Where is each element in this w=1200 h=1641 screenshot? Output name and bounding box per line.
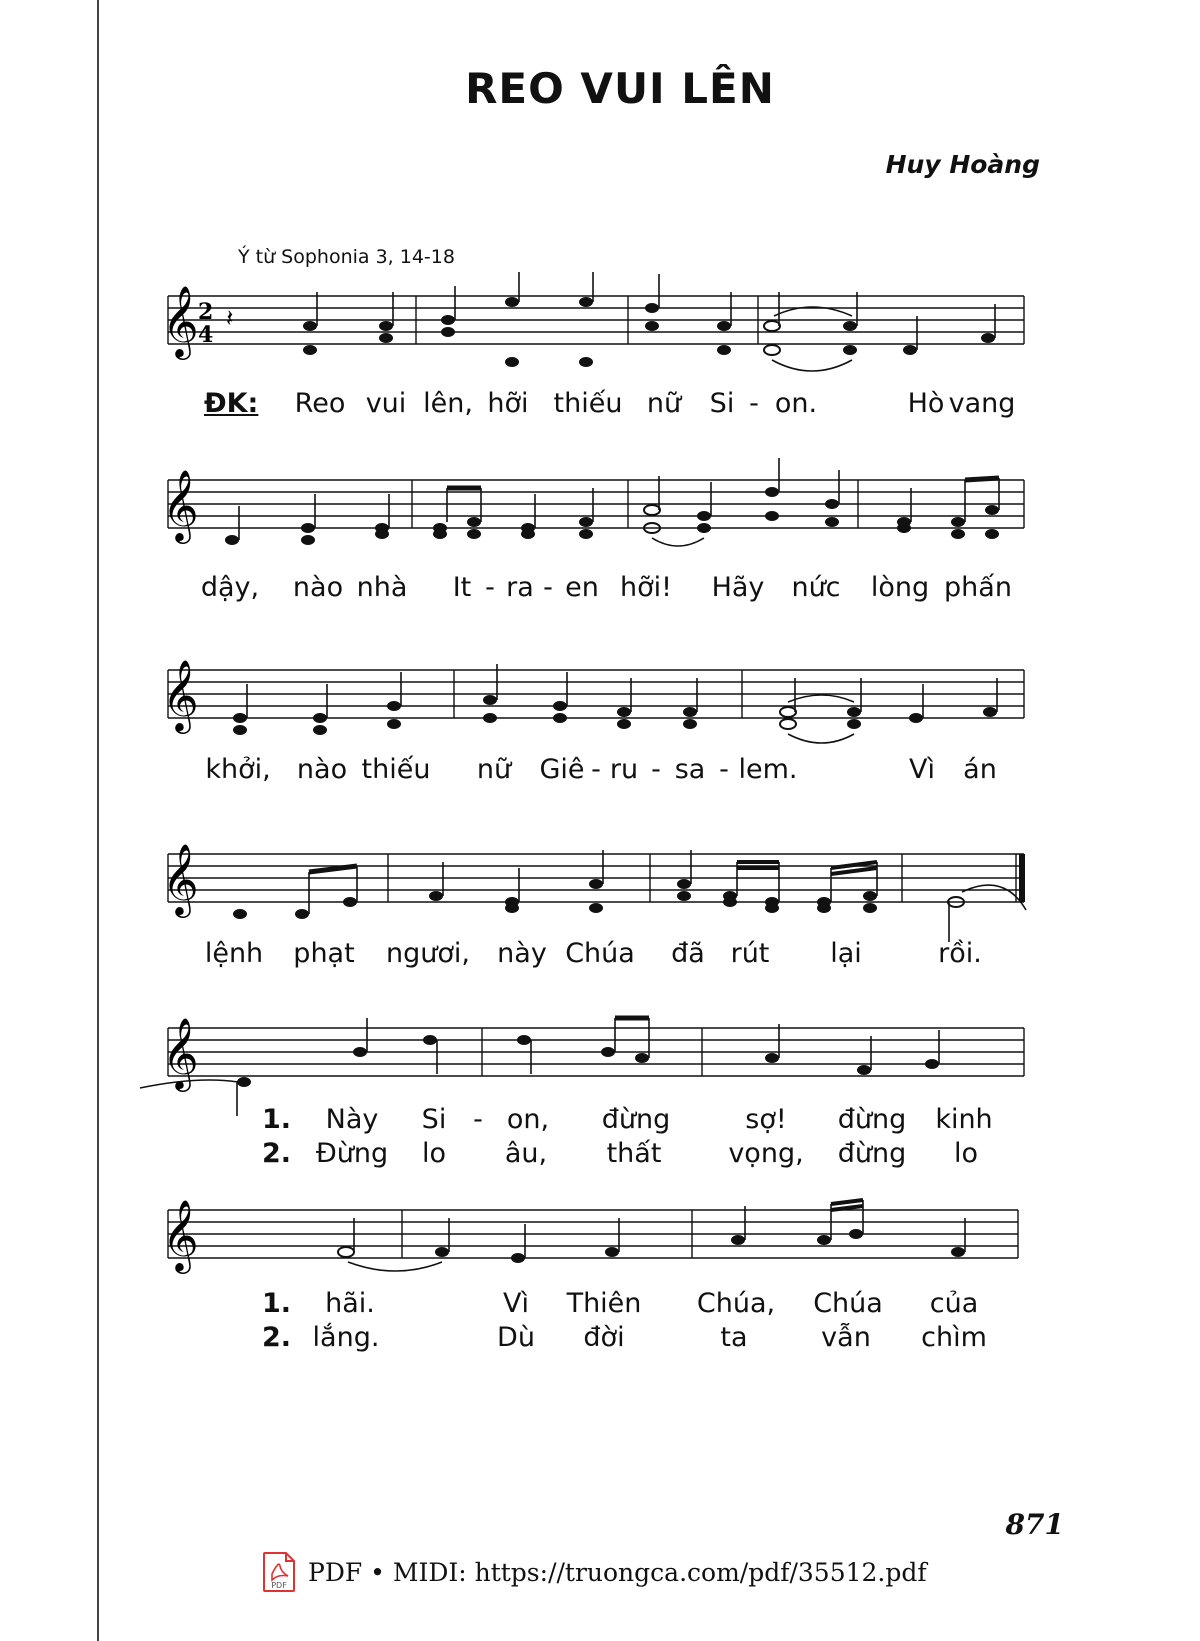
lyric-word: phạt bbox=[293, 938, 355, 969]
music-staff-5 bbox=[162, 1016, 1088, 1118]
lyric-word: lắng. bbox=[312, 1322, 380, 1353]
staff-system-1 bbox=[162, 284, 1088, 376]
staff-system-2 bbox=[162, 468, 1088, 560]
lyric-word: - bbox=[485, 572, 495, 603]
verse-number-2: 2. bbox=[262, 1138, 292, 1169]
footer-download-link[interactable] bbox=[262, 1552, 927, 1592]
lyric-word: sa bbox=[674, 754, 706, 785]
lyric-word: đã bbox=[671, 938, 705, 969]
lyric-word: lại bbox=[830, 938, 862, 969]
lyric-word: thất bbox=[606, 1138, 662, 1169]
lyric-word: Dù bbox=[497, 1322, 535, 1353]
lyric-word: đừng bbox=[837, 1138, 907, 1169]
lyric-word: - bbox=[651, 754, 661, 785]
lyric-word: Vì bbox=[503, 1288, 529, 1319]
treble-clef-icon: 𝄞 bbox=[162, 658, 199, 731]
music-staff-6 bbox=[162, 1198, 1088, 1290]
lyric-word: Chúa, bbox=[696, 1288, 776, 1319]
lyric-word: - bbox=[543, 572, 553, 603]
music-staff-1 bbox=[162, 284, 1088, 376]
lyric-word: ta bbox=[720, 1322, 748, 1353]
lyric-word: lòng bbox=[870, 572, 930, 603]
treble-clef-icon: 𝄞 bbox=[162, 468, 199, 541]
lyric-word: lo bbox=[421, 1138, 447, 1169]
lyric-word: vang bbox=[948, 388, 1016, 419]
treble-clef-icon: 𝄞 bbox=[162, 842, 199, 915]
treble-clef-icon: 𝄞 bbox=[162, 1198, 199, 1271]
lyric-word: hỡi! bbox=[620, 572, 672, 603]
song-title: REO VUI LÊN bbox=[465, 64, 775, 113]
lyric-word: của bbox=[929, 1288, 979, 1319]
lyric-word: on, bbox=[506, 1104, 550, 1135]
lyric-word: thiếu bbox=[361, 754, 431, 785]
verse-number-1: 1. bbox=[262, 1288, 292, 1319]
lyric-word: kinh bbox=[935, 1104, 993, 1135]
lyric-word: đừng bbox=[837, 1104, 907, 1135]
lyric-word: vẫn bbox=[821, 1322, 871, 1353]
lyric-word: đừng bbox=[601, 1104, 671, 1135]
lyric-word: Chúa bbox=[565, 938, 635, 969]
lyric-word: phấn bbox=[944, 572, 1012, 603]
lyric-word: Đừng bbox=[315, 1138, 389, 1169]
scripture-source: Ý từ Sophonia 3, 14-18 bbox=[238, 246, 455, 268]
treble-clef-icon: 𝄞 bbox=[162, 1016, 199, 1089]
lyric-word: Si bbox=[709, 388, 735, 419]
lyric-word: nhà bbox=[356, 572, 408, 603]
lyric-word: nào bbox=[296, 754, 348, 785]
staff-system-4 bbox=[162, 842, 1088, 934]
quarter-rest-icon: 𝄽 bbox=[226, 304, 234, 332]
lyric-word: - bbox=[591, 754, 601, 785]
lyric-word: vọng, bbox=[728, 1138, 804, 1169]
lyric-word: Vì bbox=[909, 754, 935, 785]
lyric-word: Giê bbox=[539, 754, 585, 785]
lyric-word: - bbox=[749, 388, 759, 419]
lyric-word: nữ bbox=[646, 388, 682, 419]
page-margin-line bbox=[97, 0, 99, 1641]
lyric-word: on. bbox=[774, 388, 818, 419]
pdf-file-icon bbox=[262, 1552, 296, 1592]
lyric-word: - bbox=[473, 1104, 483, 1135]
lyric-word: sợ! bbox=[745, 1104, 787, 1135]
staff-system-3 bbox=[162, 658, 1088, 750]
lyric-word: Reo bbox=[294, 388, 346, 419]
treble-clef-icon: 𝄞 bbox=[162, 284, 199, 357]
lyric-word: hỡi bbox=[487, 388, 529, 419]
lyric-word: lên, bbox=[423, 388, 473, 419]
lyric-word: ru bbox=[609, 754, 639, 785]
lyric-word: Này bbox=[325, 1104, 379, 1135]
lyric-word: thiếu bbox=[553, 388, 623, 419]
time-signature-top: 2 bbox=[198, 299, 214, 325]
lyric-word: Hãy bbox=[711, 572, 765, 603]
music-staff-2 bbox=[162, 468, 1088, 560]
lyric-word: lo bbox=[953, 1138, 979, 1169]
pdf-icon-label: PDF bbox=[271, 1581, 287, 1590]
lyric-word: đời bbox=[583, 1322, 625, 1353]
lyric-word: lệnh bbox=[204, 938, 264, 969]
lyric-word: ngươi, bbox=[386, 938, 470, 969]
page-number: 871 bbox=[1005, 1508, 1064, 1541]
lyric-word: này bbox=[497, 938, 547, 969]
lyric-word: nữ bbox=[476, 754, 512, 785]
lyric-word: nào bbox=[292, 572, 344, 603]
lyric-word: âu, bbox=[504, 1138, 548, 1169]
lyric-word: dậy, bbox=[200, 572, 260, 603]
lyric-word: en bbox=[565, 572, 599, 603]
footer-link-text[interactable]: PDF • MIDI: https://truongca.com/pdf/35512.pdf bbox=[308, 1557, 927, 1587]
music-staff-3 bbox=[162, 658, 1088, 750]
lyric-word: khởi, bbox=[205, 754, 271, 785]
refrain-label: ĐK: bbox=[204, 388, 259, 419]
lyric-word: nức bbox=[791, 572, 841, 603]
lyric-word: Hò bbox=[907, 388, 945, 419]
composer-name: Huy Hoàng bbox=[885, 150, 1040, 179]
lyric-word: Thiên bbox=[566, 1288, 642, 1319]
verse-number-2: 2. bbox=[262, 1322, 292, 1353]
time-signature-bottom: 4 bbox=[198, 322, 214, 348]
lyric-word: chìm bbox=[921, 1322, 987, 1353]
lyric-word: lem. bbox=[738, 754, 798, 785]
staff-system-5 bbox=[162, 1016, 1088, 1108]
lyric-word: It bbox=[452, 572, 472, 603]
lyric-word: vui bbox=[365, 388, 407, 419]
lyric-word: rút bbox=[730, 938, 770, 969]
lyric-word: rồi. bbox=[938, 938, 982, 969]
lyric-word: - bbox=[719, 754, 729, 785]
lyric-word: hãi. bbox=[325, 1288, 375, 1319]
lyric-word: án bbox=[963, 754, 997, 785]
lyric-word: Si bbox=[421, 1104, 447, 1135]
verse-number-1: 1. bbox=[262, 1104, 292, 1135]
staff-system-6 bbox=[162, 1198, 1088, 1290]
lyric-word: Chúa bbox=[813, 1288, 883, 1319]
lyric-word: ra bbox=[506, 572, 534, 603]
